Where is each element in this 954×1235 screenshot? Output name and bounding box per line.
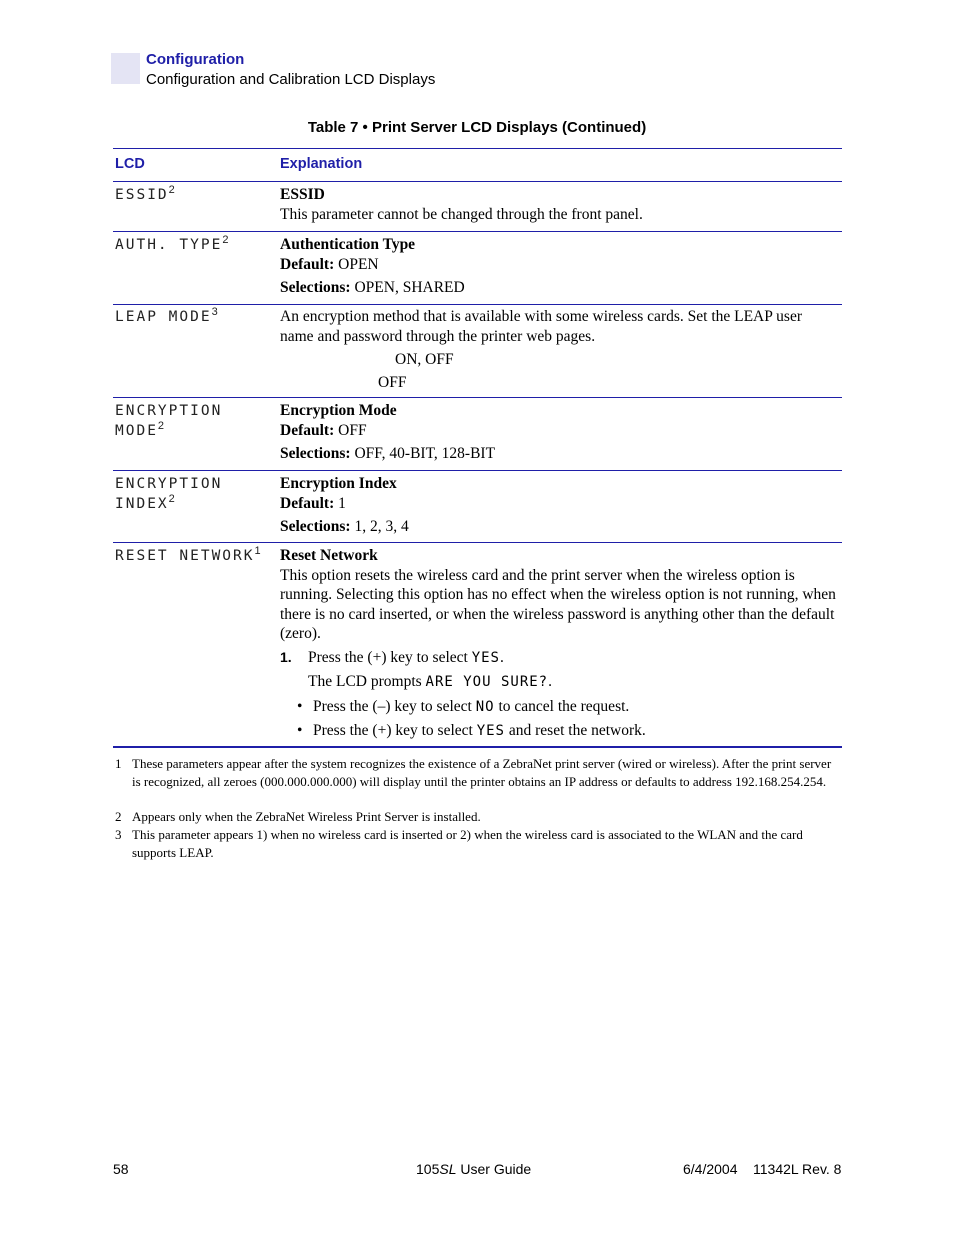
footnote-3: 3 This parameter appears 1) when no wireless card is inserted or 2) when the wireless card is associated to the WLAN and the card supports LEAP. — [115, 827, 803, 860]
row-title: Reset Network — [280, 547, 378, 564]
guide-title: 105SL User Guide — [416, 1161, 532, 1177]
lcd-encryption-mode: ENCRYPTION MODE$^2$ — [115, 403, 223, 439]
row-title: Encryption Index — [280, 475, 397, 492]
column-header-explanation: Explanation — [280, 156, 363, 172]
column-header-lcd: LCD — [115, 156, 145, 172]
row-title: Authentication Type — [280, 236, 416, 253]
doc-revision: 11342L Rev. 8 — [753, 1161, 842, 1177]
row-divider — [113, 397, 842, 398]
default-line: Default: 1 — [280, 495, 346, 512]
selections-line: Selections: OFF, 40-BIT, 128-BIT — [280, 445, 496, 462]
step-1: 1. Press the (+) key to select YES. — [280, 648, 504, 666]
lcd-code: NO — [475, 698, 495, 715]
lcd-essid: ESSID$^2$ — [115, 184, 175, 203]
row-divider — [113, 231, 842, 232]
explanation-encryption-index — [280, 474, 836, 537]
header-rule — [113, 181, 842, 182]
default-line: OFF — [378, 374, 407, 391]
footnote-1: 1 These parameters appear after the system recognizes the existence of a ZebraNet print server (wired or wireless). After the print server is recognized, all zeroes (000.000.000.000) will display until the printer obtains an IP address or defaults to address 192.168.254.254. — [115, 756, 832, 789]
table-title: Table 7 • Print Server LCD Displays (Continued) — [307, 119, 647, 136]
footnote-ref: 3 — [211, 306, 218, 318]
selections-line: Selections: 1, 2, 3, 4 — [280, 518, 409, 535]
table-top-rule — [113, 148, 842, 149]
selections-line: Selections: OPEN, SHARED — [280, 279, 465, 296]
row-divider — [113, 542, 842, 543]
options-line: ON, OFF — [395, 351, 454, 368]
row-description: This option resets the wireless card and the print server when the wireless option is running. Selecting this option has no effect when the wireless option is not running, when there is no card inserted, or when the wireless password is anything other than the default (zero). — [280, 566, 836, 642]
header-marker — [111, 53, 140, 84]
default-line: Default: OPEN — [280, 256, 379, 273]
explanation-essid — [280, 185, 836, 225]
footnote-ref: 1 — [254, 545, 261, 557]
row-divider — [113, 304, 842, 305]
lcd-code: ARE YOU SURE? — [425, 674, 549, 690]
footnote-ref: 2 — [168, 184, 175, 196]
explanation-auth-type — [280, 235, 836, 298]
footnote-ref: 2 — [168, 493, 175, 505]
page-number: 58 — [113, 1161, 129, 1177]
lcd-reset-network: RESET NETWORK$^1$ — [115, 545, 261, 564]
table-bottom-rule — [113, 746, 842, 748]
explanation-leap-mode — [280, 307, 836, 393]
row-divider — [113, 470, 842, 471]
explanation-encryption-mode — [280, 401, 836, 464]
bullet-item: • Press the (–) key to select NO to cancel the request. — [297, 697, 630, 715]
subsection-title: Configuration and Calibration LCD Displays — [146, 71, 436, 88]
doc-date: 6/4/2004 — [683, 1161, 738, 1177]
default-line: Default: OFF — [280, 422, 367, 439]
row-title: Encryption Mode — [280, 402, 397, 419]
section-title: Configuration — [146, 51, 245, 68]
row-title: ESSID — [280, 186, 325, 203]
row-description: This parameter cannot be changed through the front panel. — [280, 206, 643, 223]
step-prompt: The LCD prompts ARE YOU SURE?. — [308, 673, 552, 690]
footnote-ref: 2 — [157, 420, 165, 432]
row-description: An encryption method that is available with some wireless cards. Set the LEAP user name and password through the printer web pages. — [280, 308, 802, 345]
footnote-ref: 2 — [222, 234, 229, 246]
lcd-leap-mode: LEAP MODE$^3$ — [115, 306, 218, 325]
bullet-item: • Press the (+) key to select YES and reset the network. — [297, 722, 646, 739]
lcd-code: YES — [471, 649, 500, 666]
lcd-encryption-index: ENCRYPTION INDEX$^2$ — [115, 476, 223, 512]
lcd-auth-type: AUTH. TYPE$^2$ — [115, 234, 229, 253]
step-number: 1. — [280, 648, 292, 665]
footnote-2: 2 Appears only when the ZebraNet Wireless Print Server is installed. — [115, 809, 481, 824]
explanation-reset-network — [280, 546, 836, 742]
lcd-code: YES — [476, 723, 505, 739]
